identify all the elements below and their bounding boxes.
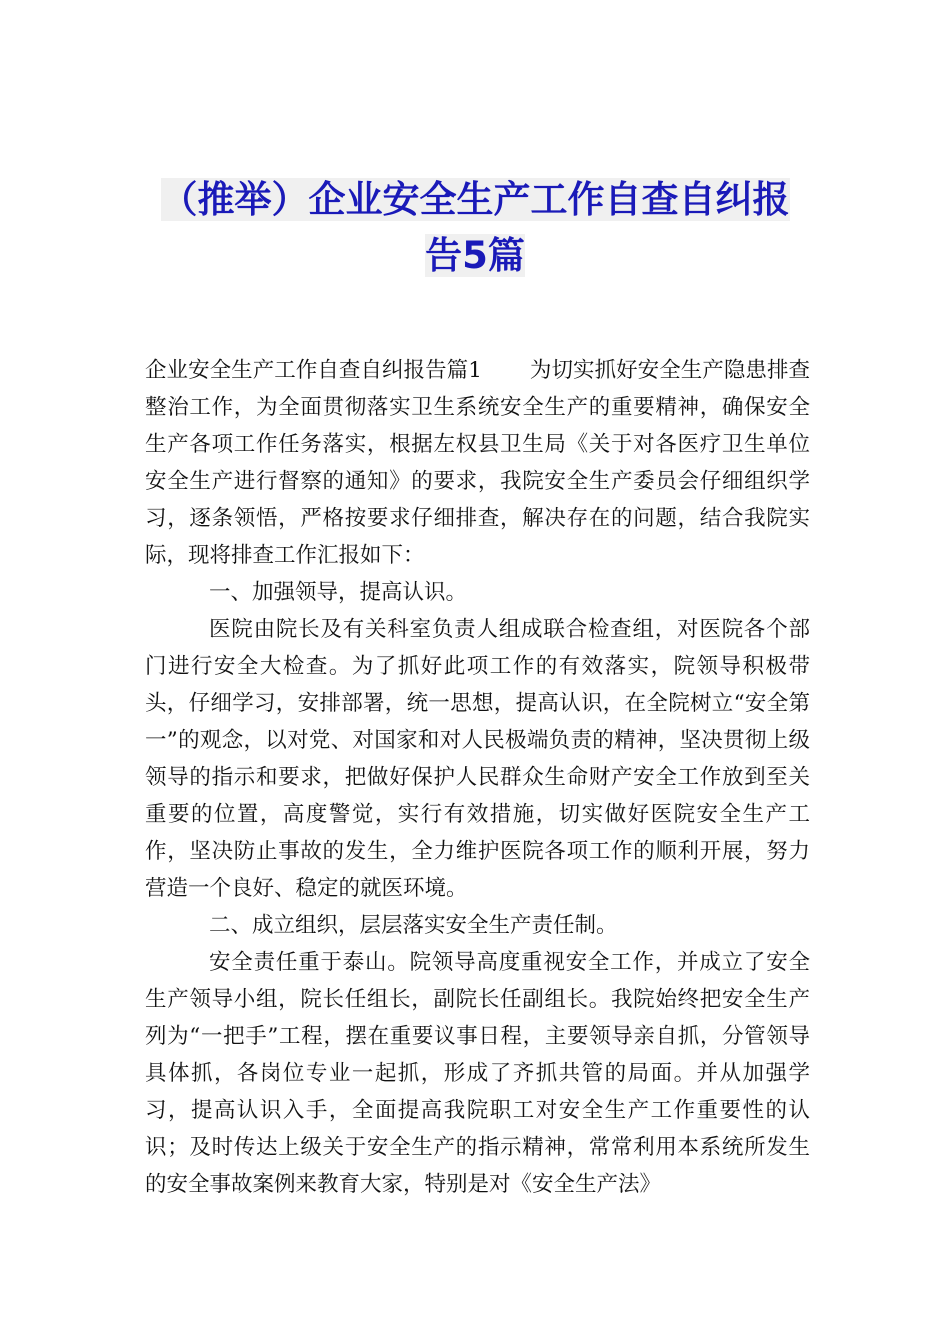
section-heading-2: 二、成立组织，层层落实安全生产责任制。 bbox=[209, 913, 618, 938]
article-heading: 企业安全生产工作自查自纠报告篇1 bbox=[145, 358, 482, 383]
section-heading-1: 一、加强领导，提高认识。 bbox=[209, 580, 468, 605]
section-paragraph-2: 安全责任重于泰山。院领导高度重视安全工作，并成立了安全生产领导小组，院长任组长，副院长任副组长。我院始终把安全生产列为“一把手”工程，摆在重要议事日程，主要领导亲自抓，分管领导具体抓，各岗位专业一起抓，形成了齐抓共管的局面。并从加强学习，提高认识入手，全面提高我院职工对安全生产工作重要性的认识；及时传达上级关于安全生产的指示精神，常常利用本系统所发生的安全事故案例来教育大家，特别是对《安全生产法》 bbox=[145, 950, 810, 1197]
title-line-1: （推举）企业安全生产工作自查自纠报 bbox=[160, 178, 790, 221]
intro-paragraph bbox=[145, 352, 810, 574]
intro-text: 为切实抓好安全生产隐患排查整治工作，为全面贯彻落实卫生系统安全生产的重要精神，确保安全生产各项工作任务落实，根据左权县卫生局《关于对各医疗卫生单位安全生产进行督察的通知》的要求，我院安全生产委员会仔细组织学习，逐条领悟，严格按要求仔细排查，解决存在的问题，结合我院实际，现将排查工作汇报如下： bbox=[145, 358, 810, 568]
title-line-2: 告5篇 bbox=[425, 234, 525, 277]
document-body bbox=[145, 352, 810, 1203]
section-paragraph-1: 医院由院长及有关科室负责人组成联合检查组，对医院各个部门进行安全大检查。为了抓好此项工作的有效落实，院领导积极带头，仔细学习，安排部署，统一思想，提高认识，在全院树立“安全第一”的观念，以对党、对国家和对人民极端负责的精神，坚决贯彻上级领导的指示和要求，把做好保护人民群众生命财产安全工作放到至关重要的位置，高度警觉，实行有效措施，切实做好医院安全生产工作，坚决防止事故的发生，全力维护医院各项工作的顺利开展，努力营造一个良好、稳定的就医环境。 bbox=[145, 617, 810, 901]
document-title bbox=[140, 172, 810, 284]
